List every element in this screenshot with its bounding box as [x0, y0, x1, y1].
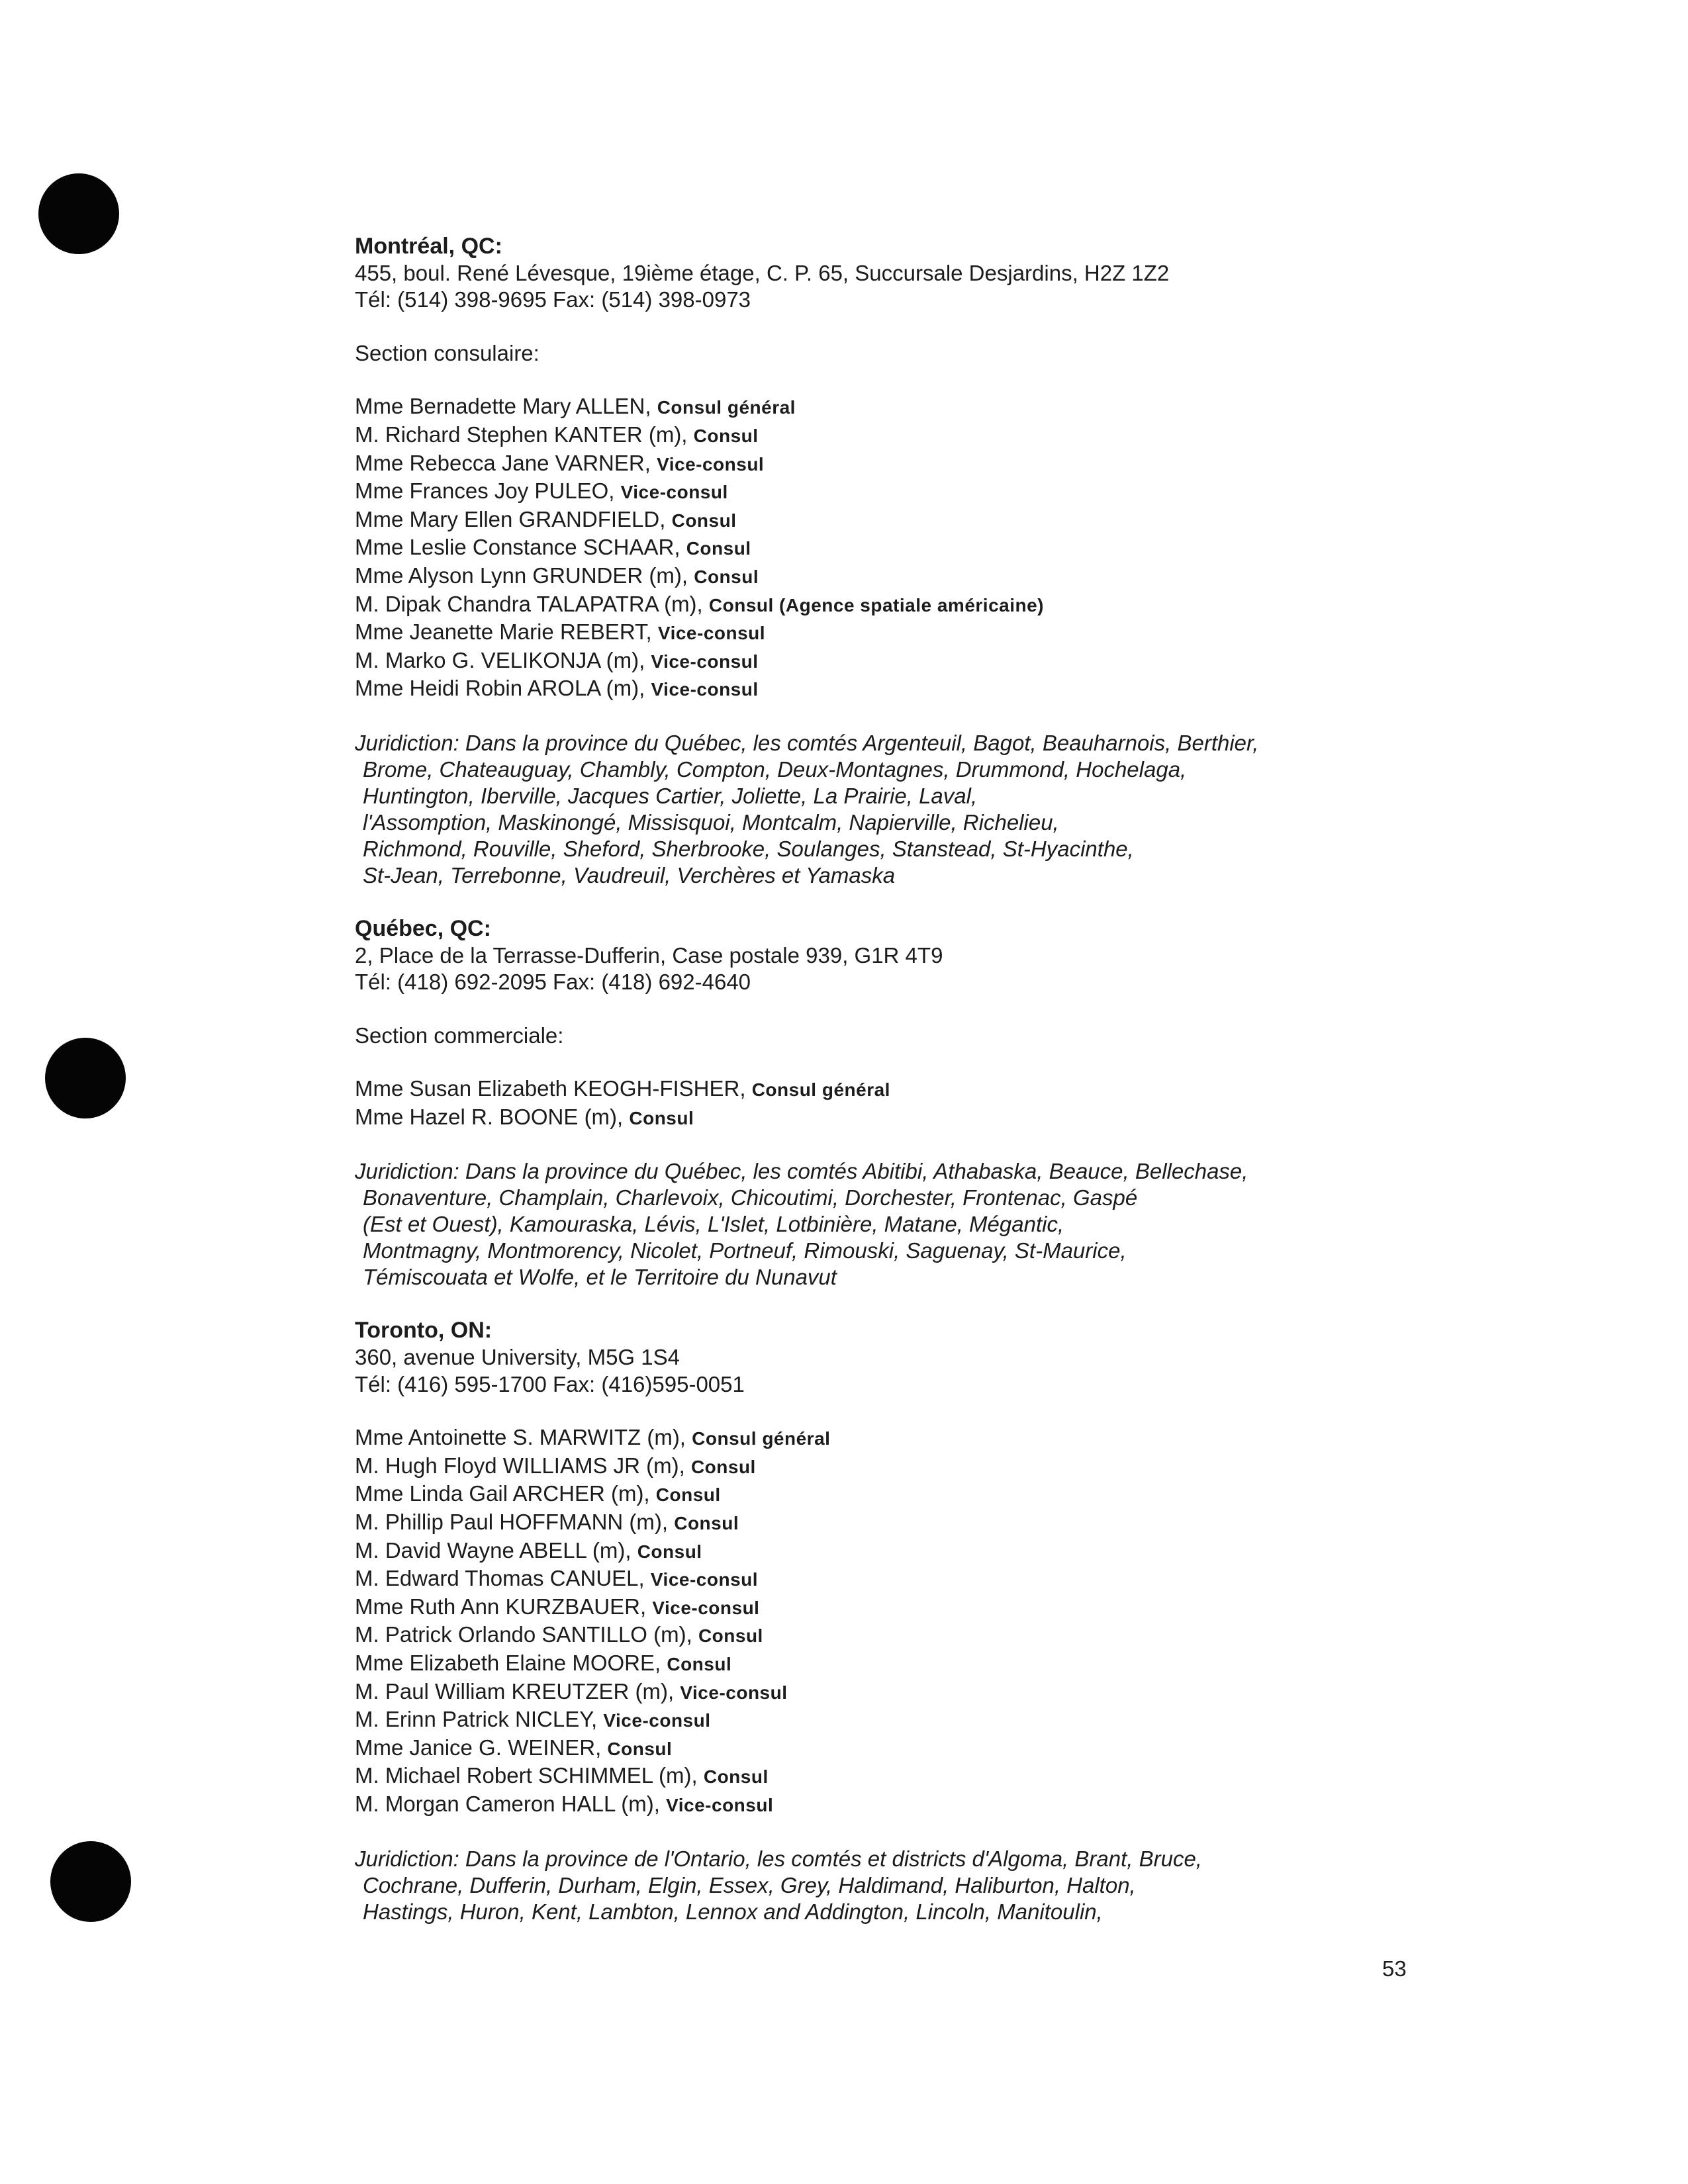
staff-role: Consul général [657, 397, 796, 418]
jurisdiction-text [355, 1158, 1387, 1291]
staff-role: Vice-consul [657, 623, 766, 644]
staff-name: Mme Frances Joy PULEO, [355, 478, 621, 504]
consulate-section [355, 1317, 1387, 1925]
staff-role: Consul [667, 1654, 732, 1674]
jurisdiction-line: St-Jean, Terrebonne, Vaudreuil, Verchères et Yamaska [363, 862, 896, 887]
staff-role: Vice-consul [680, 1682, 788, 1703]
staff-name: M. Dipak Chandra TALAPATRA (m), [355, 591, 709, 616]
staff-role: Consul (Agence spatiale américaine) [708, 594, 1044, 615]
staff-entry [355, 647, 1387, 676]
staff-role: Consul [671, 510, 737, 531]
staff-role: Consul général [751, 1079, 890, 1101]
staff-role: Vice-consul [657, 453, 765, 475]
staff-entry [355, 450, 1387, 478]
staff-name: Mme Antoinette S. MARWITZ (m), [355, 1425, 692, 1450]
consulate-section [355, 915, 1387, 1291]
staff-role: Consul [674, 1513, 739, 1534]
staff-entry [355, 1509, 1387, 1537]
staff-name: Mme Bernadette Mary ALLEN, [355, 394, 657, 419]
staff-role: Vice-consul [650, 1569, 759, 1590]
jurisdiction-line: l'Assomption, Maskinongé, Missisquoi, Montcalm, Napierville, Richelieu, [363, 809, 1059, 835]
staff-name: Mme Heidi Robin AROLA (m), [355, 676, 651, 701]
staff-entry [355, 591, 1387, 619]
staff-role: Consul [690, 1456, 756, 1477]
staff-role: Consul général [692, 1428, 831, 1449]
jurisdiction-line: Juridiction: Dans la province du Québec, les comtés Argenteuil, Bagot, Beauharnois, Berthier, [355, 730, 1259, 755]
city-heading: Québec, QC: [355, 915, 491, 941]
staff-name: Mme Mary Ellen GRANDFIELD, [355, 506, 672, 531]
staff-entry [355, 1621, 1387, 1650]
staff-role: Vice-consul [666, 1794, 774, 1815]
staff-entry [355, 393, 1387, 422]
staff-role: Vice-consul [651, 679, 759, 700]
jurisdiction-line: Hastings, Huron, Kent, Lambton, Lennox and Addington, Lincoln, Manitoulin, [363, 1899, 1103, 1924]
staff-entry [355, 1762, 1387, 1791]
phone-fax-line: Tél: (514) 398-9695 Fax: (514) 398-0973 [355, 287, 751, 312]
staff-role: Consul [693, 425, 759, 446]
staff-name: Mme Hazel R. BOONE (m), [355, 1104, 630, 1129]
staff-role: Vice-consul [651, 651, 759, 672]
staff-entry [355, 478, 1387, 506]
jurisdiction-line: Montmagny, Montmorency, Nicolet, Portneuf, Rimouski, Saguenay, St-Maurice, [363, 1238, 1127, 1263]
staff-entry [355, 1424, 1387, 1453]
city-heading: Montréal, QC: [355, 234, 502, 259]
staff-name: Mme Rebecca Jane VARNER, [355, 450, 657, 475]
jurisdiction-text [355, 1846, 1387, 1925]
jurisdiction-line: Bonaventure, Champlain, Charlevoix, Chicoutimi, Dorchester, Frontenac, Gaspé [363, 1185, 1138, 1210]
consulate-section [355, 233, 1387, 889]
staff-name: M. Edward Thomas CANUEL, [355, 1566, 651, 1591]
staff-name: Mme Jeanette Marie REBERT, [355, 619, 658, 645]
staff-role: Consul [637, 1541, 702, 1562]
staff-role: Consul [629, 1107, 694, 1128]
staff-entry [355, 534, 1387, 563]
staff-entry [355, 1594, 1387, 1622]
staff-name: M. Phillip Paul HOFFMANN (m), [355, 1510, 675, 1535]
staff-role: Vice-consul [652, 1597, 760, 1618]
staff-entry [355, 1453, 1387, 1481]
page-number: 53 [1382, 1956, 1407, 1981]
punch-hole-middle [45, 1038, 126, 1118]
jurisdiction-line: Brome, Chateauguay, Chambly, Compton, Deux-Montagnes, Drummond, Hochelaga, [363, 756, 1187, 782]
jurisdiction-line: Cochrane, Dufferin, Durham, Elgin, Essex, Grey, Haldimand, Haliburton, Halton, [363, 1872, 1136, 1897]
address-line: 455, boul. René Lévesque, 19ième étage, C. P. 65, Succursale Desjardins, H2Z 1Z2 [355, 260, 1170, 285]
staff-role: Consul [703, 1766, 769, 1788]
staff-role: Consul [698, 1625, 763, 1647]
punch-hole-bottom [50, 1841, 131, 1922]
staff-role: Vice-consul [603, 1710, 711, 1731]
staff-name: M. Michael Robert SCHIMMEL (m), [355, 1763, 704, 1788]
punch-hole-top [38, 173, 119, 254]
staff-entry [355, 563, 1387, 591]
staff-entry [355, 1104, 1387, 1132]
staff-name: Mme Leslie Constance SCHAAR, [355, 535, 686, 560]
staff-name: M. Morgan Cameron HALL (m), [355, 1791, 667, 1816]
staff-list [355, 1424, 1387, 1819]
section-label: Section commerciale: [355, 1023, 564, 1048]
staff-role: Consul [655, 1484, 721, 1506]
staff-name: Mme Elizabeth Elaine MOORE, [355, 1651, 667, 1675]
staff-entry [355, 1678, 1387, 1707]
staff-entry [355, 1537, 1387, 1566]
staff-name: M. Paul William KREUTZER (m), [355, 1678, 680, 1704]
staff-name: M. Marko G. VELIKONJA (m), [355, 647, 651, 672]
phone-fax-line: Tél: (418) 692-2095 Fax: (418) 692-4640 [355, 970, 751, 995]
staff-entry [355, 619, 1387, 647]
staff-entry [355, 1650, 1387, 1678]
staff-entry [355, 675, 1387, 704]
jurisdiction-line: Huntington, Iberville, Jacques Cartier, Joliette, La Prairie, Laval, [363, 783, 978, 808]
address-line: 2, Place de la Terrasse-Dufferin, Case postale 939, G1R 4T9 [355, 942, 943, 968]
staff-list [355, 393, 1387, 704]
staff-role: Consul [607, 1738, 673, 1759]
staff-name: M. Richard Stephen KANTER (m), [355, 422, 694, 447]
phone-fax-line: Tél: (416) 595-1700 Fax: (416)595-0051 [355, 1371, 745, 1396]
staff-role: Consul [686, 538, 751, 559]
document-body [355, 233, 1387, 1952]
staff-list [355, 1075, 1387, 1132]
jurisdiction-line: Juridiction: Dans la province du Québec, les comtés Abitibi, Athabaska, Beauce, Bellechase, [355, 1159, 1248, 1184]
address-line: 360, avenue University, M5G 1S4 [355, 1345, 680, 1370]
jurisdiction-line: Richmond, Rouville, Sheford, Sherbrooke, Soulanges, Stanstead, St-Hyacinthe, [363, 836, 1134, 861]
staff-entry [355, 1565, 1387, 1594]
staff-name: Mme Alyson Lynn GRUNDER (m), [355, 563, 694, 588]
staff-name: M. Erinn Patrick NICLEY, [355, 1707, 604, 1732]
staff-name: Mme Ruth Ann KURZBAUER, [355, 1594, 653, 1619]
city-heading: Toronto, ON: [355, 1318, 492, 1343]
staff-entry [355, 1706, 1387, 1735]
section-label: Section consulaire: [355, 340, 539, 365]
staff-name: M. David Wayne ABELL (m), [355, 1537, 637, 1563]
staff-name: Mme Susan Elizabeth KEOGH-FISHER, [355, 1076, 752, 1101]
staff-role: Vice-consul [620, 482, 728, 503]
jurisdiction-line: Témiscouata et Wolfe, et le Territoire du Nunavut [363, 1265, 837, 1290]
staff-entry [355, 1791, 1387, 1819]
jurisdiction-line: Juridiction: Dans la province de l'Ontario, les comtés et districts d'Algoma, Brant, Bruce, [355, 1846, 1202, 1871]
staff-name: Mme Janice G. WEINER, [355, 1735, 608, 1760]
staff-name: Mme Linda Gail ARCHER (m), [355, 1481, 656, 1506]
jurisdiction-text [355, 730, 1387, 889]
staff-entry [355, 1075, 1387, 1104]
jurisdiction-line: (Est et Ouest), Kamouraska, Lévis, L'Islet, Lotbinière, Matane, Mégantic, [363, 1212, 1064, 1237]
staff-entry [355, 1735, 1387, 1763]
staff-name: M. Patrick Orlando SANTILLO (m), [355, 1622, 698, 1647]
staff-entry [355, 1480, 1387, 1509]
staff-entry [355, 506, 1387, 535]
staff-name: M. Hugh Floyd WILLIAMS JR (m), [355, 1453, 691, 1478]
staff-role: Consul [694, 566, 759, 587]
staff-entry [355, 422, 1387, 450]
